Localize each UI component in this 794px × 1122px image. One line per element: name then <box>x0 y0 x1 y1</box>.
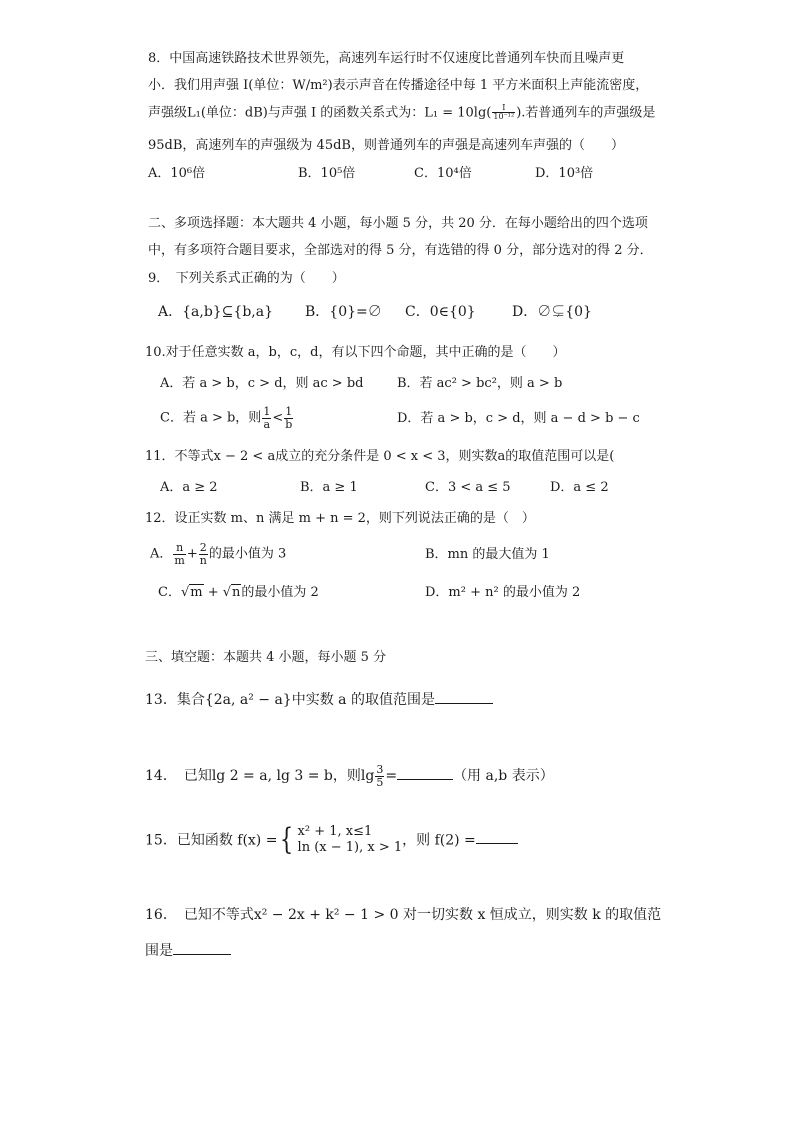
q12-option-b[interactable]: B．mn 的最大值为 1 <box>425 547 550 562</box>
q11-option-c[interactable]: C．3 < a ≤ 5 <box>425 480 511 495</box>
sqrt-sign: √ <box>180 585 190 600</box>
q11-option-a[interactable]: A．a ≥ 2 <box>160 480 218 495</box>
q10-option-c-fraction-2 <box>284 406 293 430</box>
fraction-denominator: b <box>285 417 293 431</box>
q10-option-c-less-than: < <box>272 410 284 426</box>
q16-text: 围是 <box>145 943 173 959</box>
fraction-numerator: 3 <box>376 763 384 776</box>
q12-option-c-sqrt-n: n <box>232 585 241 600</box>
q9-option-a[interactable]: A．{a,b}⊆{b,a} <box>158 304 273 320</box>
q16-line-2 <box>145 942 231 958</box>
q12-stem: 12．设正实数 m、n 满足 m + n = 2，则下列说法正确的是（ ） <box>145 511 535 526</box>
q8-option-a[interactable]: A．10⁶倍 <box>148 166 206 181</box>
q13-line <box>145 691 493 707</box>
section2-line-2: 中，有多项符合题目要求，全部选对的得 5 分，有选错的得 0 分，部分选对的得 2 分． <box>148 243 653 258</box>
q8-line-1: 8．中国高速铁路技术世界领先，高速列车运行时不仅速度比普通列车快而且噪声更 <box>148 51 625 66</box>
q8-option-c[interactable]: C．10⁴倍 <box>414 166 472 181</box>
q16-line-1: 16． 已知不等式x² − 2x + k² − 1 > 0 对一切实数 x 恒成立，则实数 k 的取值范 <box>145 907 662 923</box>
q12-option-c-text: 的最小值为 2 <box>241 585 319 600</box>
fraction-denominator: n <box>199 553 207 567</box>
q8-fraction-numerator: I <box>492 104 515 113</box>
q13-text: 13．集合{2a, a² − a}中实数 a 的取值范围是 <box>145 692 435 708</box>
q12-option-a-fraction-1 <box>173 542 185 566</box>
q14-text: 14． 已知lg 2 = a, lg 3 = b，则lg <box>145 768 375 785</box>
q15-case-2: ln (x − 1), x > 1 <box>297 840 403 856</box>
q16-answer-blank[interactable] <box>173 942 231 955</box>
q8-fraction <box>492 104 515 122</box>
q15-cases <box>298 824 403 857</box>
q8-formula-suffix: ).若普通列车的声强级是 <box>516 105 656 121</box>
q10-option-c[interactable] <box>160 406 294 430</box>
q10-option-d[interactable]: D．若 a > b，c > d，则 a − d > b − c <box>397 411 640 426</box>
q8-line-2: 小．我们用声强 I(单位：W/m²)表示声音在传播途径中每 1 平方米面积上声能流密度， <box>148 78 649 93</box>
sqrt-sign: √ <box>222 585 232 600</box>
q14-fraction <box>375 764 384 788</box>
q13-answer-blank[interactable] <box>435 691 493 704</box>
q10-option-c-text: C．若 a > b，则 <box>160 410 262 426</box>
fraction-numerator: 2 <box>199 541 207 554</box>
q12-option-c[interactable] <box>158 586 319 599</box>
q12-option-c-sqrt-m: m <box>190 585 203 600</box>
q11-option-d[interactable]: D．a ≤ 2 <box>550 480 609 495</box>
q8-option-d[interactable]: D．10³倍 <box>535 166 594 181</box>
q14-equals: = <box>385 768 398 785</box>
q9-option-b[interactable]: B．{0}=∅ <box>305 304 382 320</box>
fraction-numerator: 1 <box>263 405 271 418</box>
q11-option-b[interactable]: B．a ≥ 1 <box>300 480 358 495</box>
q10-option-c-fraction-1 <box>262 406 271 430</box>
fraction-numerator: n <box>173 542 185 555</box>
q12-option-a-text: 的最小值为 3 <box>208 546 287 562</box>
section2-line-1: 二、多项选择题：本大题共 4 小题，每小题 5 分，共 20 分．在每小题给出的四个选项 <box>148 216 648 231</box>
q12-option-c-label: C． <box>158 585 181 600</box>
q12-option-a-plus: + <box>186 546 198 562</box>
fraction-denominator: m <box>174 553 185 567</box>
q15-text: 15．已知函数 f(x) = <box>145 832 278 849</box>
q12-option-c-plus: + <box>203 585 223 600</box>
q12-option-a-fraction-2 <box>199 542 208 566</box>
q10-option-a[interactable]: A．若 a > b，c > d，则 ac > bd <box>160 376 364 391</box>
q11-stem: 11．不等式x − 2 < a成立的充分条件是 0 < x < 3，则实数a的取值范围可以是( <box>145 449 615 464</box>
q15-case-1: x² + 1, x≤1 <box>297 824 373 839</box>
q8-option-b[interactable]: B．10⁵倍 <box>298 166 356 181</box>
q8-formula-prefix: 声强级L₁(单位：dB)与声强 I 的函数关系式为：L₁ = 10lg( <box>148 105 492 121</box>
q8-fraction-denominator: 10⁻¹² <box>493 112 515 122</box>
section3-title: 三、填空题：本题共 4 小题，每小题 5 分 <box>145 650 387 665</box>
q8-line-4: 95dB，高速列车的声强级为 45dB，则普通列车的声强是高速列车声强的（ ） <box>148 138 624 153</box>
q9-option-d[interactable]: D．∅⊊{0} <box>512 304 592 320</box>
q9-option-c[interactable]: C．0∈{0} <box>405 304 476 320</box>
q8-line-3 <box>148 104 655 122</box>
q12-option-a[interactable] <box>150 542 286 566</box>
q14-tail: （用 a,b 表示） <box>453 768 554 785</box>
q9-stem: 9． 下列关系式正确的为（ ） <box>148 271 345 286</box>
fraction-denominator: a <box>263 417 271 431</box>
q15-answer-blank[interactable] <box>476 831 518 844</box>
q14-answer-blank[interactable] <box>397 767 453 780</box>
q12-option-a-label: A． <box>150 546 173 562</box>
q10-stem: 10.对于任意实数 a，b，c，d，有以下四个命题，其中正确的是（ ） <box>145 345 566 360</box>
q10-option-b[interactable]: B．若 ac² > bc²，则 a > b <box>397 376 563 391</box>
fraction-numerator: 1 <box>285 405 293 418</box>
fraction-denominator: 5 <box>376 775 384 789</box>
piecewise-brace: { <box>280 822 294 858</box>
q15-line <box>145 824 518 857</box>
q15-post: ，则 f(2) = <box>402 832 476 849</box>
q14-line <box>145 764 554 788</box>
q12-option-d[interactable]: D．m² + n² 的最小值为 2 <box>425 585 581 600</box>
